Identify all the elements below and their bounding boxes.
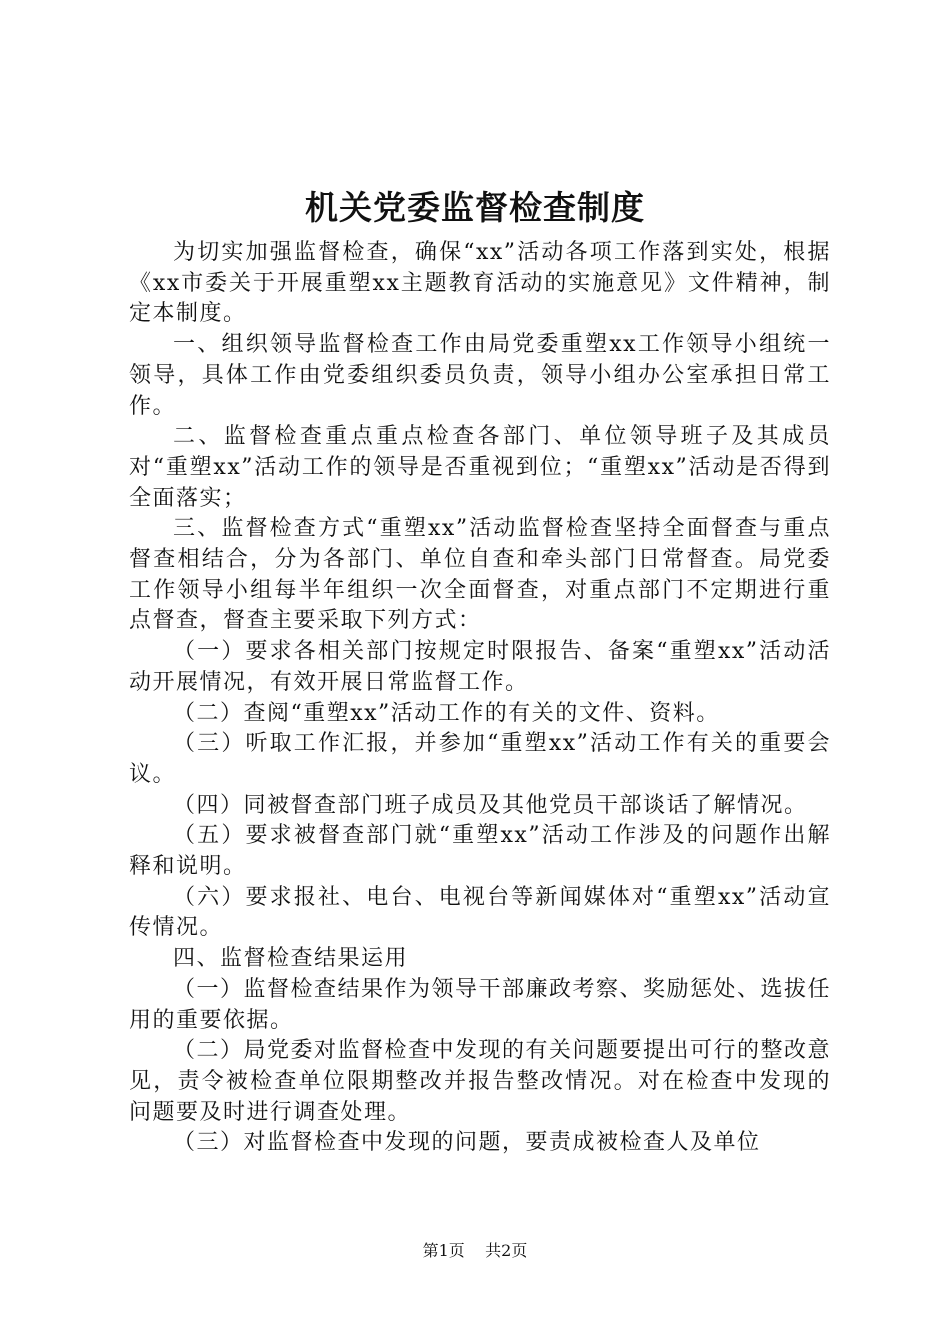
paragraph: 一、组织领导监督检查工作由局党委重塑xx工作领导小组统一领导，具体工作由党委组织委员负责，领导小组办公室承担日常工作。 — [129, 332, 831, 419]
paragraph: 为切实加强监督检查，确保“xx”活动各项工作落到实处，根据《xx市委关于开展重塑xx主题教育活动的实施意见》文件精神，制定本制度。 — [129, 240, 831, 327]
paragraph: （二）查阅“重塑xx”活动工作的有关的文件、资料。 — [173, 700, 720, 726]
paragraph: （六）要求报社、电台、电视台等新闻媒体对“重塑xx”活动宣传情况。 — [129, 884, 831, 941]
paragraph: （四）同被督查部门班子成员及其他党员干部谈话了解情况。 — [173, 792, 808, 818]
document-title: 机关党委监督检查制度 — [305, 188, 645, 227]
page-total: 共2页 — [485, 1241, 528, 1260]
paragraph: （二）局党委对监督检查中发现的有关问题要提出可行的整改意见，责令被检查单位限期整改并报告整改情况。对在检查中发现的问题要及时进行调查处理。 — [129, 1038, 832, 1125]
paragraph: （一）监督检查结果作为领导干部廉政考察、奖励惩处、选拔任用的重要依据。 — [129, 976, 832, 1033]
paragraph: （一）要求各相关部门按规定时限报告、备案“重塑xx”活动活动开展情况，有效开展日常监督工作。 — [129, 639, 831, 695]
paragraph: （五）要求被督查部门就“重塑xx”活动工作涉及的问题作出解释和说明。 — [129, 823, 831, 880]
paragraph: （三）对监督检查中发现的问题，要责成被检查人及单位 — [173, 1130, 761, 1156]
paragraph: （三）听取工作汇报，并参加“重塑xx”活动工作有关的重要会议。 — [129, 731, 831, 787]
paragraph: 四、监督检查结果运用 — [173, 946, 409, 972]
paragraph: 三、监督检查方式“重塑xx”活动监督检查坚持全面督查与重点督查相结合，分为各部门、单位自查和牵头部门日常督查。局党委工作领导小组每半年组织一次全面督查，对重点部门不定期进行重点督查，督查主要采取下列方式： — [129, 516, 831, 634]
paragraph: 二、监督检查重点重点检查各部门、单位领导班子及其成员对“重塑xx”活动工作的领导是否重视到位；“重塑xx”活动是否得到全面落实； — [129, 424, 831, 511]
page-footer — [0, 1240, 950, 1262]
document-body — [129, 238, 831, 1159]
page-number: 第1页 — [422, 1241, 465, 1260]
